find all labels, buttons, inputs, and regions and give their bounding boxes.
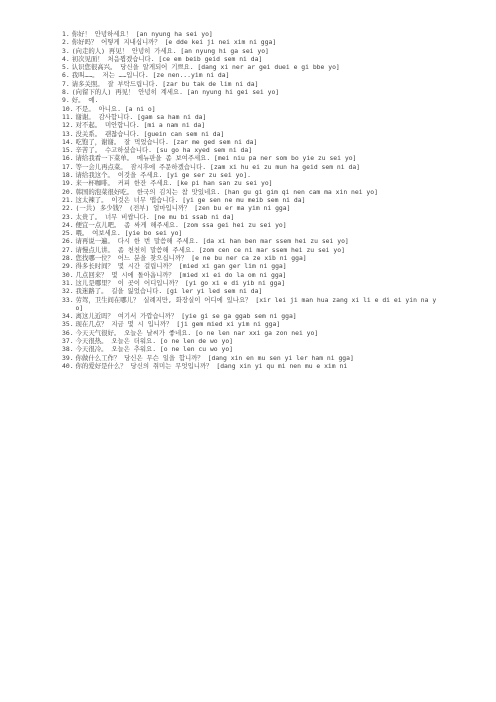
line-number: 7.: [62, 79, 70, 88]
line-number: 28.: [62, 254, 74, 263]
phrase-line: [62, 47, 440, 55]
phrase-line: [62, 71, 440, 79]
phrase-text: (向走的人) 再见！ 안녕히 가세요. [an nyung hi ga sei yo]: [71, 46, 269, 55]
line-number: 40.: [62, 361, 74, 370]
phrase-line: [62, 271, 440, 279]
phrase-text: 离这儿近吗？ 여기서 가깝습니까？ [yie gi se ga ggab sem ni gga]: [75, 312, 297, 321]
phrase-text: 喂。 여보세요. [yie bo sei yo]: [75, 229, 183, 238]
phrase-text: 请再说一遍。 다시 한 번 말씀해 주세요. [da xi han ben mar ssem hei zu sei yo]: [75, 237, 349, 246]
line-number: 12.: [62, 121, 74, 130]
line-number: 2.: [62, 38, 70, 47]
phrase-text: 请多关照。 잘 부탁드립니다. [zar bu tak de lim ni da]: [71, 79, 259, 88]
line-number: 35.: [62, 320, 74, 329]
line-number: 13.: [62, 129, 74, 138]
line-number: 10.: [62, 104, 74, 113]
phrase-text: 辛苦了。 수고하셨습니다. [su go ha xyed sem ni da]: [75, 146, 253, 155]
line-number: 26.: [62, 237, 74, 246]
line-number: 16.: [62, 154, 74, 163]
line-number: 38.: [62, 345, 74, 354]
phrase-line: [62, 320, 440, 328]
phrase-line: [62, 329, 440, 337]
phrase-line: [62, 221, 440, 229]
phrase-text: 太贵了。 너무 비쌉니다. [ne mu bi ssab ni da]: [75, 212, 235, 221]
phrase-line: [62, 121, 440, 129]
line-number: 6.: [62, 71, 70, 80]
phrase-text: 这太辣了。 이것은 너무 맵습니다. [yi ge sen ne mu meib sem ni da]: [75, 195, 306, 204]
phrase-text: 这儿是哪里？ 이 곳이 어디입니까？ [yi go xi e di yib ni gga]: [75, 278, 286, 287]
line-number: 15.: [62, 146, 74, 155]
line-number: 5.: [62, 63, 70, 72]
phrase-line: [62, 130, 440, 138]
document-body: [62, 30, 440, 370]
line-number: 31.: [62, 278, 74, 287]
line-number: 33.: [62, 295, 74, 304]
phrase-text: 韩国的泡菜很好吃。 한국의 김치는 참 맛있네요. [han gu gi gim qi nen cam ma xin nei yo]: [75, 187, 378, 196]
line-number: 23.: [62, 212, 74, 221]
phrase-line: [62, 88, 440, 96]
line-number: 30.: [62, 270, 74, 279]
line-number: 17.: [62, 162, 74, 171]
line-number: 36.: [62, 328, 74, 337]
phrase-text: 等一会儿再点菜。 잠시후에 주문하겠습니다. [zam xi hu ei zu mun ha geid sem ni da]: [75, 162, 361, 171]
phrase-line: [62, 279, 440, 287]
phrase-text: 谢谢。 감사합니다. [gam sa ham ni da]: [75, 112, 207, 121]
line-number: 19.: [62, 179, 74, 188]
phrase-text: 你好吗？ 어떻게 지내십니까？ [e dde kei ji nei xim ni gga]: [71, 38, 277, 47]
phrase-text: 你好！ 안녕하세요！ [an nyung ha sei yo]: [71, 30, 213, 38]
line-number: 39.: [62, 353, 74, 362]
phrase-text: 劳驾，卫生间在哪儿？ 실례지만, 화장실이 어디에 있나요？ [xir lei ji man hua zang xi li e di ei yin na yo]: [75, 295, 437, 312]
phrase-text: 今天很冷。 오늘은 추워요. [o ne len cu wo yo]: [75, 345, 234, 354]
line-number: 27.: [62, 245, 74, 254]
phrase-line: [62, 96, 440, 104]
phrase-text: 便宜一点儿吧。 좀 싸게 해주세요. [zom ssa gei hei zu sei yo]: [75, 220, 287, 229]
phrase-line: [62, 296, 440, 313]
line-number: 18.: [62, 171, 74, 180]
phrase-text: 请慢点儿讲。 좀 천천히 말씀해 주세요. [zom cen ce ni mar ssem hei zu sei yo]: [75, 245, 345, 254]
phrase-line: [62, 237, 440, 245]
phrase-text: 没关系。 괜찮습니다. [guein can sem ni da]: [75, 129, 225, 138]
phrase-line: [62, 196, 440, 204]
phrase-line: [62, 179, 440, 187]
phrase-text: (一共) 多少钱？ (전부) 얼마입니까？ [zen bu er ma yim ni gga]: [75, 204, 291, 213]
phrase-text: 好。 예.: [71, 96, 99, 105]
phrase-line: [62, 345, 440, 353]
line-number: 25.: [62, 229, 74, 238]
phrase-text: 你的爱好是什么？ 당신의 취미는 무엇입니까？ [dang xin yi qu mi nen mu e xim ni: [75, 361, 348, 370]
phrase-line: [62, 362, 440, 370]
line-number: 21.: [62, 195, 74, 204]
line-number: 24.: [62, 220, 74, 229]
phrase-text: 来一杯咖啡。 커피 한잔 주세요. [ke pi han san zu sei yo]: [75, 179, 273, 188]
line-number: 11.: [62, 112, 74, 121]
phrase-text: 请给我看一下菜单。 메뉴판을 좀 보여주세요. [mei niu pa ner som bo yie zu sei yo]: [75, 154, 357, 163]
line-number: 3.: [62, 46, 70, 55]
phrase-text: 认识您很高兴。 당신을 알게되어 기쁘요. [dang xi ner ar gei duei e gi bbe yo]: [71, 63, 340, 72]
line-number: 20.: [62, 187, 74, 196]
line-number: 8.: [62, 88, 70, 97]
phrase-line: [62, 204, 440, 212]
phrase-text: 今天很热。 오늘은 더워요. [o ne len de wo yo]: [75, 336, 234, 345]
phrase-text: 得多长时间？ 몇 시간 걸립니까？ [mied xi gan ger lim ni gga]: [75, 262, 287, 271]
phrase-text: 不是。 아니요. [a ni o]: [75, 104, 156, 113]
line-number: 34.: [62, 312, 74, 321]
line-number: 37.: [62, 336, 74, 345]
phrase-line: [62, 213, 440, 221]
phrase-line: [62, 262, 440, 270]
phrase-text: 吃饱了，谢谢。 잘 먹었습니다. [zar me ged sem ni da]: [75, 137, 258, 146]
phrase-text: 您找哪一位？ 어느 분을 찾으십니까？ [e ne bu ner ca ze xib ni gga]: [75, 254, 307, 263]
phrase-text: 请给我这个。 이것을 주세요. [yi ge ser zu sei yo].: [75, 171, 251, 180]
line-number: 22.: [62, 204, 74, 213]
phrase-text: 对不起。 미안합니다. [mi a nam ni da]: [75, 121, 206, 130]
line-number: 1.: [62, 30, 70, 38]
phrase-line: [62, 154, 440, 162]
phrase-text: 我叫……。 저는 ……입니다. [ze nen...yim ni da]: [71, 71, 230, 80]
phrase-text: 初次见面！ 처음뵙겠습니다. [ce em beib geid sem ni da]: [71, 54, 263, 63]
phrase-text: 我迷路了。 길을 잃었습니다. [gi ler yi led sem ni da]: [75, 287, 263, 296]
line-number: 4.: [62, 54, 70, 63]
phrase-line: [62, 354, 440, 362]
phrase-text: 今天天气很好。 오늘은 날씨가 좋네요. [o ne len nar xxi ga zon nei yo]: [75, 328, 319, 337]
line-number: 14.: [62, 137, 74, 146]
phrase-line: [62, 287, 440, 295]
line-number: 32.: [62, 287, 74, 296]
line-number: 29.: [62, 262, 74, 271]
line-number: 9.: [62, 96, 70, 105]
phrase-line: [62, 55, 440, 63]
phrase-line: [62, 105, 440, 113]
phrase-text: (向留下的人) 再见！ 안녕히 계세요. [an nyung hi gei sei yo]: [71, 88, 280, 97]
phrase-line: [62, 246, 440, 254]
phrase-line: [62, 163, 440, 171]
phrase-text: 现在几点？ 지금 몇 시 입니까？ [ji gem mied xi yim ni gga]: [75, 320, 281, 329]
phrase-line: [62, 188, 440, 196]
phrase-line: [62, 138, 440, 146]
phrase-line: [62, 80, 440, 88]
phrase-text: 几点回来？ 몇 시에 돌아옵니까？ [mied xi ei do la om ni gga]: [75, 270, 287, 279]
phrase-line: [62, 38, 440, 46]
phrase-text: 你做什么工作？ 당신은 무슨 일을 합니까？ [dang xin en mu sen yi ler ham ni gga]: [75, 353, 354, 362]
